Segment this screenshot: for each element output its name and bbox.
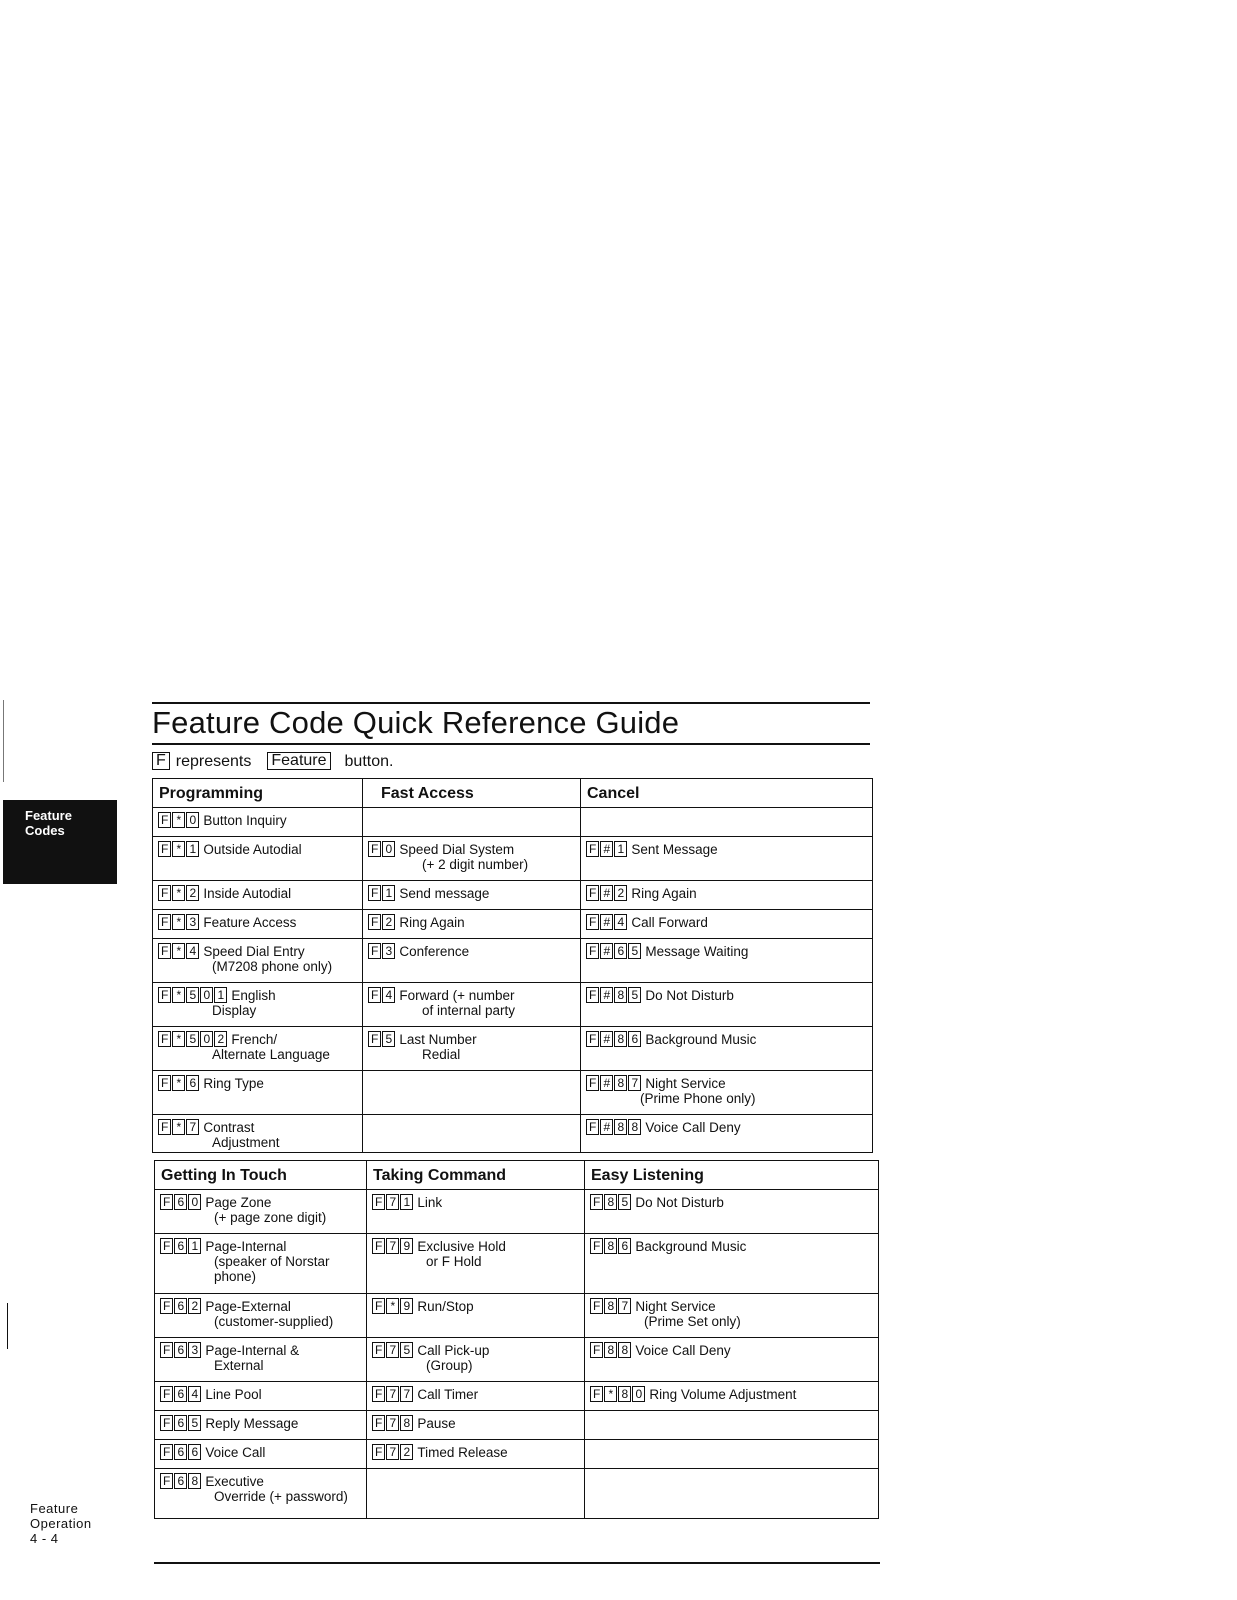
feature-note: of internal party xyxy=(422,1003,516,1018)
feature-note: Override (+ password) xyxy=(214,1489,348,1504)
feature-description: Feature Access xyxy=(203,915,297,930)
key-cap-icon: 2 xyxy=(382,914,395,930)
legend-suffix: button. xyxy=(344,753,394,770)
feature-description: Do Not Disturb xyxy=(645,988,734,1003)
key-cap-icon: F xyxy=(590,1194,603,1210)
table-cell xyxy=(363,808,581,837)
table-cell xyxy=(363,881,581,910)
key-cap-icon: 1 xyxy=(186,841,199,857)
feature-description: Inside Autodial xyxy=(203,886,292,901)
feature-description: Night Service xyxy=(645,1076,726,1091)
key-cap-icon: F xyxy=(158,1075,171,1091)
key-cap-icon: F xyxy=(160,1194,173,1210)
key-cap-icon: 7 xyxy=(400,1386,413,1402)
table-row xyxy=(155,1469,879,1519)
key-cap-icon: 6 xyxy=(174,1473,187,1489)
feature-description: Voice Call xyxy=(205,1445,266,1460)
feature-description: Last Number xyxy=(399,1032,477,1047)
key-cap-icon: F xyxy=(368,1031,381,1047)
key-cap-icon: 0 xyxy=(186,812,199,828)
header-easy-listening: Easy Listening xyxy=(585,1161,879,1190)
table-cell xyxy=(367,1234,585,1294)
feature-note: or F Hold xyxy=(426,1254,482,1269)
feature-description: Button Inquiry xyxy=(203,813,287,828)
touch-command-table xyxy=(154,1160,879,1519)
feature-description: Exclusive Hold xyxy=(417,1239,506,1254)
feature-description: Call Timer xyxy=(417,1387,479,1402)
key-cap-icon: # xyxy=(600,987,613,1003)
key-cap-icon: F xyxy=(368,841,381,857)
key-cap-icon: 7 xyxy=(386,1194,399,1210)
feature-description: Voice Call Deny xyxy=(645,1120,741,1135)
table-cell xyxy=(153,808,363,837)
table-cell xyxy=(363,1027,581,1071)
key-cap-icon: 7 xyxy=(618,1298,631,1314)
key-cap-icon: 2 xyxy=(614,885,627,901)
footer-line1: Feature xyxy=(30,1501,79,1516)
feature-note: (customer-supplied) xyxy=(214,1314,334,1329)
feature-description: Voice Call Deny xyxy=(635,1343,731,1358)
key-cap-icon: * xyxy=(604,1386,617,1402)
legend xyxy=(152,752,393,772)
key-cap-icon: F xyxy=(590,1386,603,1402)
feature-description: Sent Message xyxy=(631,842,718,857)
table-cell xyxy=(367,1382,585,1411)
table-row xyxy=(155,1338,879,1382)
feature-description: Message Waiting xyxy=(645,944,749,959)
key-cap-icon: 4 xyxy=(188,1386,201,1402)
feature-description: Contrast xyxy=(203,1120,255,1135)
key-cap-icon: 5 xyxy=(400,1342,413,1358)
feature-description: Speed Dial Entry xyxy=(203,944,305,959)
key-cap-icon: F xyxy=(586,987,599,1003)
table-header-row xyxy=(155,1161,879,1190)
feature-note: (Prime Phone only) xyxy=(640,1091,756,1106)
key-cap-icon: 9 xyxy=(400,1298,413,1314)
key-cap-icon: * xyxy=(172,1075,185,1091)
key-cap-icon: * xyxy=(172,987,185,1003)
key-cap-icon: 8 xyxy=(614,1119,627,1135)
key-cap-icon: 6 xyxy=(186,1075,199,1091)
feature-description: Conference xyxy=(399,944,470,959)
key-cap-icon: 8 xyxy=(618,1386,631,1402)
table-cell xyxy=(581,1115,873,1153)
table-row xyxy=(155,1294,879,1338)
table-cell xyxy=(581,983,873,1027)
feature-description: Pause xyxy=(417,1416,456,1431)
key-cap-icon: # xyxy=(600,841,613,857)
section-tab-line2: Codes xyxy=(25,823,65,838)
key-cap-icon: 5 xyxy=(382,1031,395,1047)
key-cap-icon: 8 xyxy=(604,1342,617,1358)
table-row xyxy=(153,808,873,837)
table-row xyxy=(155,1190,879,1234)
feature-description: Run/Stop xyxy=(417,1299,474,1314)
key-cap-icon: 7 xyxy=(186,1119,199,1135)
key-cap-icon: 7 xyxy=(386,1444,399,1460)
key-cap-icon: 1 xyxy=(614,841,627,857)
table-cell xyxy=(153,1115,363,1153)
table-cell xyxy=(155,1469,367,1519)
feature-description: Ring Again xyxy=(399,915,465,930)
key-cap-icon: 3 xyxy=(382,943,395,959)
key-cap-icon: 9 xyxy=(400,1238,413,1254)
table-cell xyxy=(585,1469,879,1519)
table-cell xyxy=(581,910,873,939)
key-cap-icon: 7 xyxy=(386,1342,399,1358)
key-cap-icon: F xyxy=(368,987,381,1003)
margin-rule xyxy=(7,1303,8,1349)
feature-description: Page-Internal & xyxy=(205,1343,300,1358)
table-row xyxy=(155,1411,879,1440)
table-row xyxy=(155,1440,879,1469)
key-cap-icon: 5 xyxy=(628,943,641,959)
key-cap-icon: F xyxy=(586,885,599,901)
feature-description: Line Pool xyxy=(205,1387,262,1402)
feature-note: Alternate Language xyxy=(212,1047,330,1062)
key-cap-icon: * xyxy=(172,1031,185,1047)
feature-description: Background Music xyxy=(635,1239,747,1254)
page-footer xyxy=(30,1501,92,1546)
margin-marks xyxy=(3,700,4,782)
header-cancel: Cancel xyxy=(581,779,873,808)
key-cap-icon: 6 xyxy=(614,943,627,959)
table-row xyxy=(153,939,873,983)
key-cap-icon: F xyxy=(158,1119,171,1135)
table-row xyxy=(153,837,873,881)
key-cap-icon: F xyxy=(368,943,381,959)
key-cap-icon: F xyxy=(586,1075,599,1091)
key-cap-icon: F xyxy=(586,1031,599,1047)
table-cell xyxy=(585,1411,879,1440)
key-cap-icon: 7 xyxy=(386,1238,399,1254)
key-cap-icon: 6 xyxy=(174,1415,187,1431)
table-cell xyxy=(155,1190,367,1234)
key-cap-icon: 2 xyxy=(214,1031,227,1047)
footer-line2: Operation xyxy=(30,1516,92,1531)
key-cap-icon: F xyxy=(586,841,599,857)
feature-description: French/ xyxy=(231,1032,278,1047)
table-cell xyxy=(155,1338,367,1382)
key-cap-icon: F xyxy=(160,1386,173,1402)
feature-description: Ring Again xyxy=(631,886,697,901)
table-cell xyxy=(155,1411,367,1440)
table-cell xyxy=(367,1190,585,1234)
feature-description: Call Pick-up xyxy=(417,1343,490,1358)
feature-description: English xyxy=(231,988,276,1003)
key-cap-icon: 8 xyxy=(614,1075,627,1091)
key-cap-icon: * xyxy=(172,943,185,959)
key-cap-icon: 7 xyxy=(628,1075,641,1091)
feature-note: Display xyxy=(212,1003,257,1018)
legend-text: represents xyxy=(175,753,252,770)
feature-description: Call Forward xyxy=(631,915,708,930)
key-cap-icon: 5 xyxy=(186,1031,199,1047)
table-cell xyxy=(153,983,363,1027)
key-cap-icon: F xyxy=(368,914,381,930)
key-cap-icon: 8 xyxy=(604,1238,617,1254)
feature-description: Background Music xyxy=(645,1032,757,1047)
table-cell xyxy=(155,1440,367,1469)
table-cell xyxy=(363,939,581,983)
table-row xyxy=(153,1115,873,1153)
table-cell xyxy=(367,1294,585,1338)
key-cap-icon: 2 xyxy=(400,1444,413,1460)
table-cell xyxy=(153,837,363,881)
key-cap-icon: 5 xyxy=(188,1415,201,1431)
table-cell xyxy=(153,881,363,910)
key-cap-icon: 6 xyxy=(174,1238,187,1254)
key-cap-icon: 0 xyxy=(632,1386,645,1402)
key-cap-icon: # xyxy=(600,943,613,959)
feature-note: (speaker of Norstar phone) xyxy=(214,1254,330,1284)
key-cap-icon: 5 xyxy=(186,987,199,1003)
key-cap-icon: 1 xyxy=(188,1238,201,1254)
key-cap-icon: * xyxy=(172,914,185,930)
bottom-rule xyxy=(154,1562,880,1564)
feature-note: (+ 2 digit number) xyxy=(422,857,529,872)
key-cap-icon: 8 xyxy=(618,1342,631,1358)
table-cell xyxy=(585,1234,879,1294)
key-cap-icon: F xyxy=(160,1415,173,1431)
key-cap-icon: 5 xyxy=(628,987,641,1003)
feature-description: Night Service xyxy=(635,1299,716,1314)
table-cell xyxy=(153,939,363,983)
feature-note: Adjustment xyxy=(212,1135,280,1150)
table-cell xyxy=(585,1190,879,1234)
programming-table xyxy=(152,778,873,1153)
key-cap-icon: 2 xyxy=(186,885,199,901)
key-cap-icon: 6 xyxy=(174,1444,187,1460)
key-cap-icon: 6 xyxy=(618,1238,631,1254)
table-row xyxy=(153,1071,873,1115)
feature-key-label: Feature xyxy=(267,752,330,770)
table-cell xyxy=(581,881,873,910)
key-cap-icon: F xyxy=(586,943,599,959)
key-cap-icon: F xyxy=(372,1444,385,1460)
feature-note: (Group) xyxy=(426,1358,473,1373)
feature-description: Send message xyxy=(399,886,490,901)
feature-note: (Prime Set only) xyxy=(644,1314,741,1329)
key-cap-icon: 6 xyxy=(174,1194,187,1210)
key-cap-icon: 0 xyxy=(188,1194,201,1210)
feature-note: Redial xyxy=(422,1047,461,1062)
key-cap-icon: * xyxy=(172,885,185,901)
key-cap-icon: 1 xyxy=(400,1194,413,1210)
table-row xyxy=(153,983,873,1027)
table-header-row xyxy=(153,779,873,808)
table-row xyxy=(153,1027,873,1071)
key-cap-icon: F xyxy=(158,943,171,959)
table-cell xyxy=(155,1382,367,1411)
feature-note: (+ page zone digit) xyxy=(214,1210,327,1225)
key-cap-icon: F xyxy=(372,1386,385,1402)
key-cap-icon: F xyxy=(160,1444,173,1460)
header-programming: Programming xyxy=(153,779,363,808)
key-cap-icon: 8 xyxy=(628,1119,641,1135)
key-cap-icon: 6 xyxy=(628,1031,641,1047)
key-cap-icon: * xyxy=(172,812,185,828)
table-cell xyxy=(581,1071,873,1115)
feature-note: (M7208 phone only) xyxy=(212,959,333,974)
key-cap-icon: * xyxy=(172,841,185,857)
table-row xyxy=(153,881,873,910)
key-cap-icon: F xyxy=(586,1119,599,1135)
table-cell xyxy=(363,1071,581,1115)
key-cap-icon: F xyxy=(372,1238,385,1254)
page-title: Feature Code Quick Reference Guide xyxy=(152,702,870,745)
feature-description: Page-Internal xyxy=(205,1239,287,1254)
key-cap-icon: F xyxy=(160,1342,173,1358)
table-cell xyxy=(363,837,581,881)
key-cap-icon: F xyxy=(590,1238,603,1254)
key-cap-icon: 7 xyxy=(386,1415,399,1431)
key-cap-icon: F xyxy=(158,885,171,901)
feature-description: Link xyxy=(417,1195,443,1210)
header-getting-in-touch: Getting In Touch xyxy=(155,1161,367,1190)
feature-description: Executive xyxy=(205,1474,264,1489)
key-cap-icon: 4 xyxy=(382,987,395,1003)
key-cap-icon: 8 xyxy=(604,1298,617,1314)
key-cap-icon: 3 xyxy=(186,914,199,930)
table-cell xyxy=(585,1294,879,1338)
table-cell xyxy=(367,1440,585,1469)
feature-description: Ring Volume Adjustment xyxy=(649,1387,797,1402)
key-cap-icon: F xyxy=(372,1342,385,1358)
table-cell xyxy=(363,1115,581,1153)
key-cap-icon: F xyxy=(590,1342,603,1358)
table-cell xyxy=(585,1440,879,1469)
key-cap-icon: 1 xyxy=(382,885,395,901)
key-cap-icon: F xyxy=(158,841,171,857)
key-cap-icon: 6 xyxy=(174,1386,187,1402)
feature-description: Do Not Disturb xyxy=(635,1195,724,1210)
key-cap-icon: F xyxy=(158,987,171,1003)
key-cap-icon: F xyxy=(586,914,599,930)
key-cap-icon: F xyxy=(372,1298,385,1314)
section-tab-line1: Feature xyxy=(25,808,72,823)
table-row xyxy=(155,1234,879,1294)
key-cap-icon: * xyxy=(172,1119,185,1135)
key-cap-icon: 5 xyxy=(618,1194,631,1210)
feature-description: Timed Release xyxy=(417,1445,508,1460)
key-cap-icon: 1 xyxy=(214,987,227,1003)
key-cap-icon: # xyxy=(600,914,613,930)
key-cap-icon: 8 xyxy=(400,1415,413,1431)
table-cell xyxy=(581,837,873,881)
key-cap-icon: 8 xyxy=(614,987,627,1003)
key-cap-icon: 8 xyxy=(614,1031,627,1047)
key-cap-icon: F xyxy=(158,1031,171,1047)
key-cap-icon: F xyxy=(368,885,381,901)
table-cell xyxy=(153,1071,363,1115)
feature-note: External xyxy=(214,1358,264,1373)
key-cap-icon: 4 xyxy=(614,914,627,930)
key-cap-icon: 7 xyxy=(386,1386,399,1402)
key-cap-icon: 0 xyxy=(200,987,213,1003)
key-cap-icon: F xyxy=(160,1298,173,1314)
table-cell xyxy=(585,1382,879,1411)
header-taking-command: Taking Command xyxy=(367,1161,585,1190)
table-cell xyxy=(581,939,873,983)
key-cap-icon: F xyxy=(160,1473,173,1489)
table-cell xyxy=(367,1469,585,1519)
table-row xyxy=(155,1382,879,1411)
feature-description: Reply Message xyxy=(205,1416,299,1431)
key-cap-icon: F xyxy=(158,812,171,828)
key-cap-icon: 0 xyxy=(382,841,395,857)
table-cell xyxy=(367,1411,585,1440)
key-cap-icon: * xyxy=(386,1298,399,1314)
feature-description: Speed Dial System xyxy=(399,842,515,857)
table-cell xyxy=(585,1338,879,1382)
table-cell xyxy=(363,983,581,1027)
table-cell xyxy=(367,1338,585,1382)
key-cap-icon: 0 xyxy=(200,1031,213,1047)
key-cap-icon: # xyxy=(600,1075,613,1091)
feature-description: Forward (+ number xyxy=(399,988,515,1003)
key-cap-icon: 2 xyxy=(188,1298,201,1314)
key-cap-icon: F xyxy=(158,914,171,930)
feature-description: Page-External xyxy=(205,1299,291,1314)
key-cap-icon: 6 xyxy=(174,1342,187,1358)
feature-description: Page Zone xyxy=(205,1195,272,1210)
table-cell xyxy=(153,1027,363,1071)
footer-page-number: 4 - 4 xyxy=(30,1531,59,1546)
table-cell xyxy=(155,1294,367,1338)
table-cell xyxy=(153,910,363,939)
key-cap-icon: F xyxy=(160,1238,173,1254)
key-cap-icon: F xyxy=(590,1298,603,1314)
table-cell xyxy=(363,910,581,939)
table-cell xyxy=(155,1234,367,1294)
feature-description: Ring Type xyxy=(203,1076,264,1091)
header-fast-access: Fast Access xyxy=(363,779,581,808)
key-cap-icon: 4 xyxy=(186,943,199,959)
key-cap-icon: 3 xyxy=(188,1342,201,1358)
key-cap-icon: 8 xyxy=(188,1473,201,1489)
key-cap-icon: F xyxy=(372,1194,385,1210)
key-cap-icon: 6 xyxy=(174,1298,187,1314)
key-cap-icon: # xyxy=(600,1119,613,1135)
feature-key-f: F xyxy=(152,752,170,770)
section-tab xyxy=(3,800,117,884)
key-cap-icon: F xyxy=(372,1415,385,1431)
table-row xyxy=(153,910,873,939)
key-cap-icon: 8 xyxy=(604,1194,617,1210)
table-cell xyxy=(581,808,873,837)
feature-description: Outside Autodial xyxy=(203,842,302,857)
key-cap-icon: # xyxy=(600,885,613,901)
key-cap-icon: # xyxy=(600,1031,613,1047)
table-cell xyxy=(581,1027,873,1071)
key-cap-icon: 6 xyxy=(188,1444,201,1460)
